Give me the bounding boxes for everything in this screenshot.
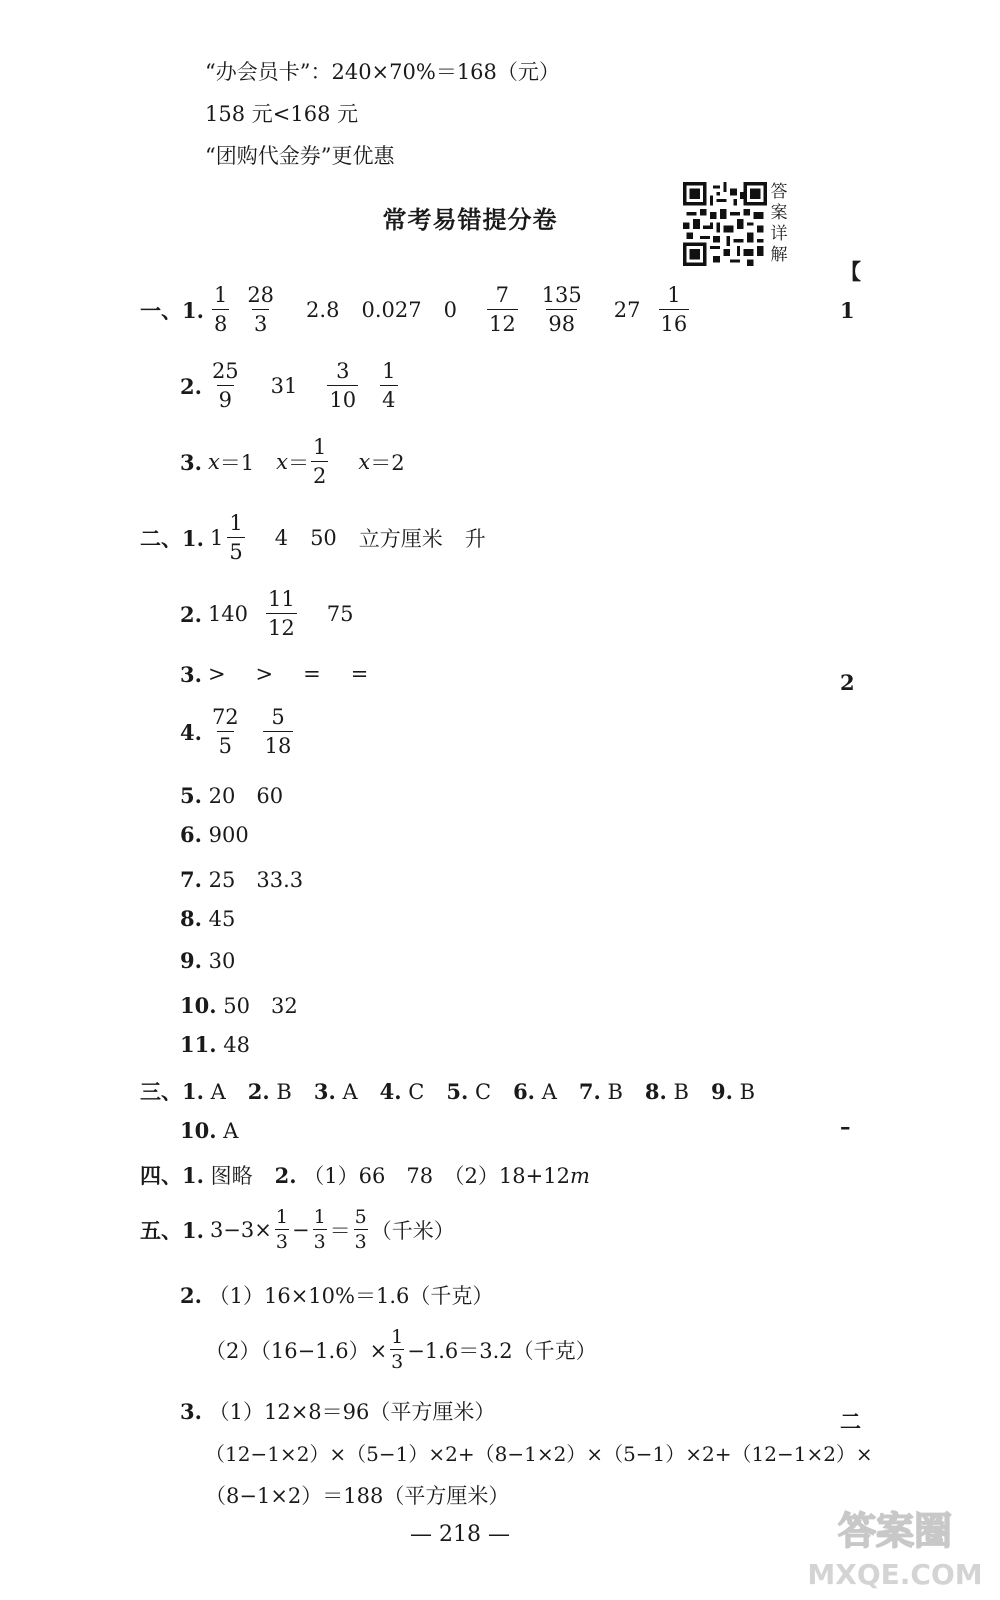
expression: （1）12×8＝96（平方厘米）	[208, 1400, 496, 1424]
question-number: 11.	[180, 1032, 217, 1057]
s2-q10-row	[180, 990, 298, 1020]
question-number: 10.	[180, 993, 217, 1018]
top-line-2: 158 元<168 元	[205, 102, 359, 126]
question-number: 1.	[182, 1163, 204, 1188]
fraction: $\frac{1}{3}$	[313, 1206, 326, 1253]
s2-q7-row	[180, 864, 303, 894]
question-number: 4.	[379, 1079, 402, 1104]
choice-answer: B	[276, 1080, 292, 1104]
answer-value: =	[350, 662, 369, 686]
expression: （1）16×10%＝1.6（千克）	[208, 1284, 494, 1308]
top-line-3: “团购代金券”更优惠	[205, 144, 395, 168]
question-number: 2.	[180, 601, 202, 627]
answer-value: 25 33.3	[208, 868, 304, 892]
question-number: 2.	[274, 1163, 297, 1188]
question-number: 3.	[180, 449, 202, 475]
question-number: 9.	[710, 1079, 733, 1104]
expression: −1.6＝3.2（千克）	[407, 1339, 597, 1363]
fraction: $\frac{1}{16}$	[660, 283, 688, 336]
answer-value: 50 32	[223, 994, 298, 1018]
fraction: $\frac{1}{5}$	[229, 511, 243, 564]
question-number: 1.	[182, 1079, 204, 1104]
fraction: $\frac{25}{9}$	[211, 359, 239, 412]
question-number: 7.	[578, 1079, 601, 1104]
question-number: 10.	[180, 1118, 217, 1143]
margin-mark: 2	[840, 670, 855, 695]
s2-q9-row	[180, 948, 235, 973]
variable: x	[276, 450, 288, 474]
margin-mark: 【	[840, 259, 861, 284]
question-number: 8.	[644, 1079, 667, 1104]
qr-code-icon[interactable]	[683, 182, 767, 266]
s5-q1-row	[140, 1200, 455, 1260]
variable: x	[358, 450, 371, 474]
answer-value: 900	[208, 823, 249, 847]
question-number: 9.	[180, 948, 202, 973]
s2-q8-row	[180, 906, 235, 931]
choice-answer: A	[342, 1080, 358, 1104]
fraction: $\frac{11}{12}$	[268, 587, 295, 640]
s2-q1-row	[140, 508, 486, 568]
s5-q2-line2	[205, 1320, 597, 1380]
fraction: $\frac{1}{8}$	[213, 283, 228, 336]
margin-mark: 1	[840, 298, 855, 323]
top-line-1: “办会员卡”：240×70%＝168（元）	[205, 60, 560, 84]
margin-mark: 二	[840, 1409, 861, 1434]
fraction: $\frac{3}{10}$	[329, 359, 357, 412]
answer-value: 31	[270, 374, 298, 398]
expression: ＝	[329, 1219, 351, 1243]
s5-q3-line3: （8−1×2）＝188（平方厘米）	[205, 1484, 510, 1508]
question-number: 3.	[180, 1399, 202, 1424]
question-number: 5.	[446, 1079, 469, 1104]
answer-value: 图略	[210, 1164, 253, 1188]
answer-value: 0	[443, 298, 457, 322]
expression: （2）（16−1.6）×	[205, 1339, 388, 1363]
answer-value: 立方厘米	[358, 527, 443, 551]
choice-answer: A	[210, 1080, 226, 1104]
answer-value: 75	[326, 602, 354, 626]
fraction: $\frac{5}{18}$	[264, 705, 292, 758]
answer-value: 30	[208, 949, 236, 973]
watermark-logo-text: 答案圈	[837, 1509, 953, 1553]
question-number: 2.	[247, 1079, 270, 1104]
question-number: 6.	[180, 822, 202, 847]
section-label: 一、	[140, 298, 182, 323]
section-label: 三、	[140, 1079, 182, 1104]
question-number: 5.	[180, 783, 202, 808]
question-number: 2.	[180, 1283, 202, 1308]
section-title: 常考易错提分卷	[382, 205, 558, 234]
fraction: $\frac{7}{12}$	[488, 283, 516, 336]
question-number: 8.	[180, 906, 202, 931]
answer-value: 27	[613, 298, 641, 322]
fraction: $\frac{1}{4}$	[382, 359, 396, 412]
choice-answer: A	[223, 1119, 239, 1143]
fraction: 5 3	[354, 1206, 367, 1253]
s2-q5-row	[180, 780, 283, 810]
s3-row-2	[180, 1118, 238, 1143]
question-number: 2.	[180, 373, 202, 399]
page-number: — 218 —	[410, 1522, 510, 1547]
answer-value: >	[255, 662, 274, 686]
equation: ＝	[288, 451, 309, 475]
variable: m	[569, 1164, 590, 1188]
answer-value: 45	[208, 907, 236, 931]
s2-q2-row	[180, 584, 354, 644]
answer-value: =	[303, 662, 321, 686]
choice-answer: B	[607, 1080, 623, 1104]
s1-q2-row	[180, 356, 406, 416]
answer-value: 48	[223, 1033, 250, 1057]
s2-q4-row	[180, 702, 301, 762]
margin-mark: –	[840, 1114, 851, 1139]
question-number: 1.	[182, 297, 204, 323]
section-label: 五、	[140, 1218, 182, 1243]
answer-value: 升	[464, 527, 486, 551]
s2-q6-row	[180, 822, 249, 847]
fraction: $\frac{72}{5}$	[211, 705, 239, 758]
section-label: 二、	[140, 526, 182, 551]
equation: ＝2	[370, 451, 405, 475]
fraction: $\frac{28}{3}$	[247, 283, 275, 336]
s1-q3-row	[180, 432, 405, 492]
answer-value: 2.8	[306, 298, 340, 322]
answer-value: 20 60	[208, 784, 284, 808]
s2-q3-row	[180, 644, 368, 704]
answer-value: 140	[207, 602, 249, 626]
answer-value: 4	[274, 526, 289, 550]
answer-value: （1）66 78 （2）18+12	[303, 1164, 570, 1188]
s3-row-1	[140, 1076, 755, 1106]
expression: −	[291, 1218, 310, 1242]
equation: ＝1	[219, 451, 255, 475]
section-label: 四、	[140, 1163, 182, 1188]
question-number: 1.	[182, 1217, 204, 1243]
choice-answer: B	[739, 1080, 756, 1104]
choice-answer: C	[474, 1080, 492, 1104]
choice-answer: A	[541, 1080, 557, 1104]
fraction: $\frac{1}{3}$	[391, 1326, 404, 1373]
answer-value: 50	[310, 526, 337, 550]
question-number: 6.	[513, 1079, 535, 1104]
mixed-whole: 1	[209, 526, 224, 550]
answer-value: >	[207, 662, 226, 686]
s5-q3-line1	[180, 1396, 495, 1426]
s1-q1-row	[140, 280, 697, 340]
expression: （千米）	[370, 1219, 455, 1243]
choice-answer: C	[408, 1080, 425, 1104]
variable: x	[207, 450, 220, 474]
watermark-url: MXQE.COM	[807, 1558, 983, 1591]
answer-value: 0.027	[361, 298, 422, 322]
expression: 3−3×	[209, 1218, 272, 1242]
s2-q11-row	[180, 1032, 250, 1057]
s5-q2-line1	[180, 1280, 493, 1310]
watermark-logo	[800, 1500, 990, 1596]
question-number: 1.	[182, 525, 204, 551]
s5-q3-line2: （12−1×2）×（5−1）×2+（8−1×2）×（5−1）×2+（12−1×2）×	[205, 1442, 873, 1466]
question-number: 4.	[180, 719, 202, 745]
fraction: $\frac{135}{98}$	[541, 283, 582, 336]
question-number: 3.	[180, 661, 202, 687]
fraction: $\frac{1}{2}$	[313, 435, 327, 488]
s4-row	[140, 1160, 590, 1190]
question-number: 3.	[313, 1079, 336, 1104]
question-number: 7.	[180, 867, 202, 892]
qr-label: 答案详解	[770, 182, 788, 265]
fraction: $\frac{1}{3}$	[275, 1206, 288, 1253]
choice-answer: B	[673, 1080, 689, 1104]
